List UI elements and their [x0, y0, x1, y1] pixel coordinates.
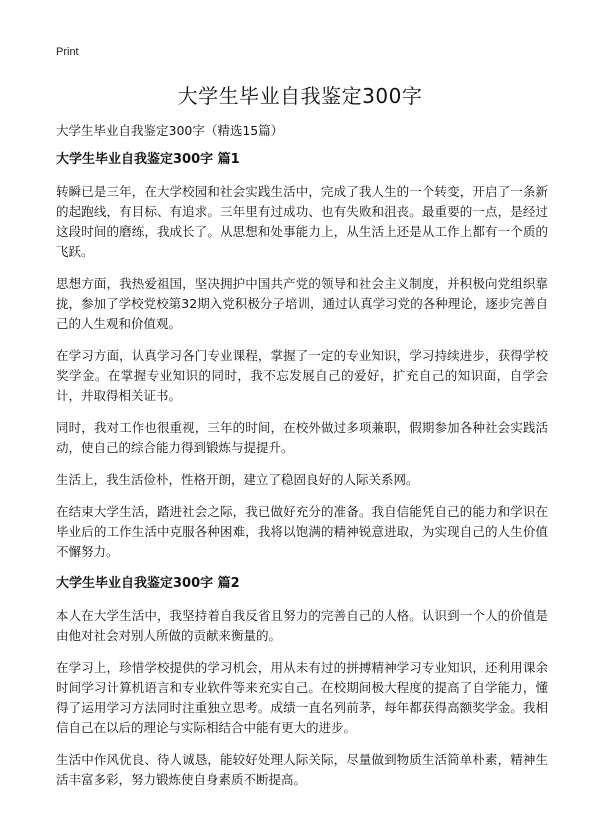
- paragraph: 生活中作风优良、待人诚恳，能较好处理人际关际，尽量做到物质生活简单朴素，精神生活丰富多彩，努力锻炼使自身素质不断提高。: [56, 752, 548, 787]
- section-1: [56, 150, 548, 562]
- section-2: [56, 574, 548, 790]
- section-heading: 大学生毕业自我鉴定300字 篇1: [56, 152, 240, 167]
- paragraph: 思想方面，我热爱祖国，坚决拥护中国共产党的领导和社会主义制度，并积极向党组织靠拢，参加了学校党校第32期入党积极分子培训，通过认真学习党的各种理论，逐步完善自己的人生观和价值观。: [56, 276, 548, 331]
- paragraph: 在学习上，珍惜学校提供的学习机会，用从未有过的拼搏精神学习专业知识，还利用课余时间学习计算机语言和专业软件等来充实自己。在校期间极大程度的提高了自学能力，懂得了运用学习方法同时注重独立思考。成绩一直名列前茅，每年都获得高额奖学金。我相信自己在以后的理论与实际相结合中能有更大的进步。: [56, 660, 548, 735]
- paragraph: 本人在大学生活中，我坚持着自我反省且努力的完善自己的人格。认识到一个人的价值是由他对社会对别人所做的贡献来衡量的。: [56, 608, 548, 643]
- paragraph: 同时，我对工作也很重视，三年的时间，在校外做过多项兼职，假期参加各种社会实践活动，使自己的综合能力得到锻炼与提提升。: [56, 420, 548, 455]
- paragraph: 在结束大学生活，踏进社会之际，我已做好充分的准备。我自信能凭自己的能力和学识在毕业后的工作生活中克服各种困难，我将以饱满的精神锐意进取，为实现自己的人生价值不懈努力。: [56, 504, 548, 559]
- document-body: [56, 150, 548, 802]
- paragraph: 转瞬已是三年，在大学校园和社会实践生活中，完成了我人生的一个转变，开启了一条新的起跑线，有目标、有追求。三年里有过成功、也有失败和沮丧。最重要的一点，是经过这段时间的磨练，我成长了。从思想和处事能力上，从生活上还是从工作上都有一个质的飞跃。: [56, 184, 548, 259]
- paragraph: 在学习方面，认真学习各门专业课程，掌握了一定的专业知识，学习持续进步，获得学校奖学金。在掌握专业知识的同时，我不忘发展自己的爱好，扩充自己的知识面，自学会计，并取得相关证书。: [56, 348, 548, 403]
- print-label: Print: [56, 46, 79, 58]
- document-subtitle: 大学生毕业自我鉴定300字（精选15篇）: [56, 123, 284, 138]
- section-heading: 大学生毕业自我鉴定300字 篇2: [56, 576, 240, 591]
- page-title: 大学生毕业自我鉴定300字: [177, 84, 423, 108]
- paragraph: 生活上，我生活俭朴，性格开朗，建立了稳固良好的人际关系网。: [56, 472, 419, 487]
